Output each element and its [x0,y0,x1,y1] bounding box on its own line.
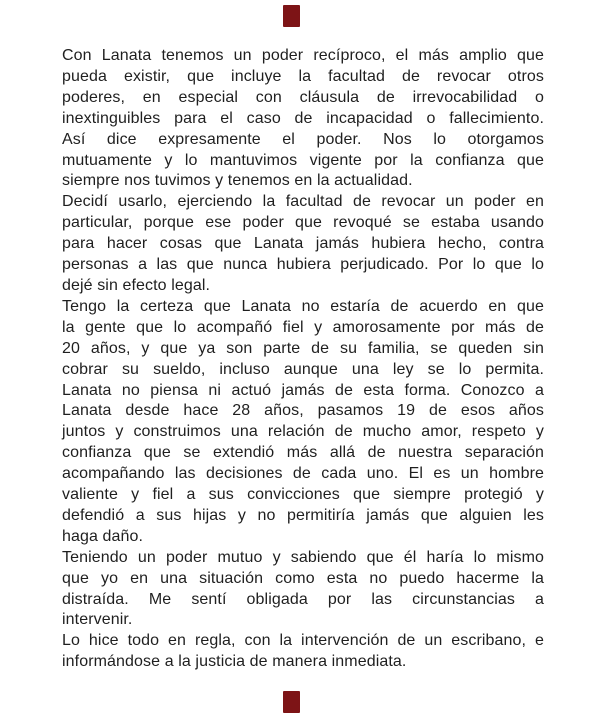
text-line: 20 años, y que ya son parte de su familia, se queden sin [62,339,544,357]
text-line: informándose a la justicia de manera inmediata. [62,653,407,671]
text-line: Decidí usarlo, ejerciendo la facultad de revocar un poder en [62,193,544,211]
text-line: Así dice expresamente el poder. Nos lo otorgamos [62,130,544,148]
text-line: confianza que se extendió más allá de nuestra separación [62,444,544,462]
text-line: inextinguibles para el caso de incapacidad o fallecimiento. [62,109,544,127]
text-line: Lo hice todo en regla, con la intervención de un escribano, e [62,632,544,650]
red-edge-mark-top [283,5,300,27]
text-line: intervenir. [62,611,133,629]
text-line: que yo en una situación como esta no puedo hacerme la [62,569,544,587]
text-line: haga daño. [62,527,144,545]
text-line: valiente y fiel a sus convicciones que siempre protegió y [62,486,544,504]
text-line: pueda existir, que incluye la facultad de revocar otros [62,67,544,85]
statement-text-block [62,46,544,673]
text-line: particular, porque ese poder que revoqué se estaba usando [62,214,544,232]
text-line: distraída. Me sentí obligada por las circunstancias a [62,590,544,608]
text-line: personas a las que nunca hubiera perjudicado. Por lo que lo [62,256,544,274]
text-line: mutuamente y lo mantuvimos vigente por la confianza que [62,151,544,169]
text-line: Tengo la certeza que Lanata no estaría de acuerdo en que [62,297,544,315]
text-line: acompañando las decisiones de cada uno. El es un hombre [62,465,544,483]
text-line: cobrar su sueldo, incluso aunque una ley se lo permita. [62,360,544,378]
text-line: dejé sin efecto legal. [62,276,211,294]
text-line: siempre nos tuvimos y tenemos en la actualidad. [62,172,413,190]
text-line: juntos y construimos una relación de mucho amor, respeto y [62,423,544,441]
text-line: Lanata no piensa ni actuó jamás de esta forma. Conozco a [62,381,544,399]
text-line: defendió a sus hijas y no permitiría jamás que alguien les [62,506,544,524]
text-line: poderes, en especial con cláusula de irrevocabilidad o [62,88,544,106]
red-edge-mark-bottom [283,691,300,713]
text-line: para hacer cosas que Lanata jamás hubiera hecho, contra [62,235,544,253]
text-line: Lanata desde hace 28 años, pasamos 19 de esos años [62,402,544,420]
text-line: Teniendo un poder mutuo y sabiendo que él haría lo mismo [62,548,544,566]
text-line: la gente que lo acompañó fiel y amorosamente por más de [62,318,544,336]
text-line: Con Lanata tenemos un poder recíproco, el más amplio que [62,47,544,64]
